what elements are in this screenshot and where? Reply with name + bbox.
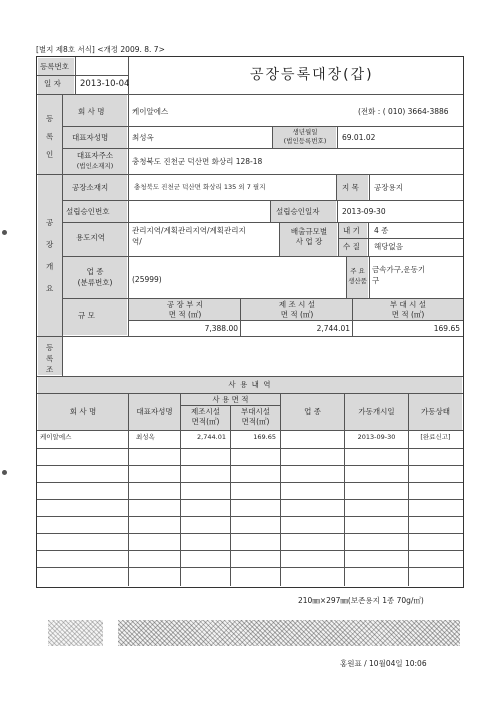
usage-col-company: 회 사 명 [69,407,97,416]
reg-no-label: 등록번호 [40,62,69,71]
usage-row-rep: 최성옥 [136,433,155,441]
usage-col-start: 가동개시일 [358,407,395,416]
approval-no-label: 설립승인번호 [66,207,110,216]
zone-value-cont: 역/ [132,237,142,246]
product-value: 금속가구,운동기 [372,265,426,274]
factory-loc-label: 공장소재지 [72,183,109,192]
rep-label: 대표자성명 [72,133,109,142]
land-value: 공장용지 [374,183,403,192]
addr-label-sub: (법인소재지) [76,162,114,170]
usage-col-industry: 업 종 [304,407,321,416]
site-area-label: 공 장 부 지 [166,300,204,309]
ventilation-label: 내 기 [343,226,360,235]
date-value: 2013-10-04 [80,79,130,89]
industry-label-sub: (분류번호) [77,278,113,287]
redacted-barcode [118,620,460,646]
emission-label-sub: 사 업 장 [295,237,323,246]
factory-loc-value: 충청북도 진천군 덕산면 화상리 135 외 7 필지 [134,183,266,191]
usage-row-status: [완료신고] [420,433,451,441]
birth-label: 생년월일 [292,128,318,136]
usage-row-mfg: 2,744.01 [197,433,226,441]
date-label: 일 자 [44,79,61,88]
product-label: 주 요 [350,267,365,275]
usage-col-mfg-unit: 면적(㎡) [191,417,220,426]
product-label-sub: 생산품 [348,277,367,285]
usage-col-aux-unit: 면적(㎡) [241,417,270,426]
usage-col-aux: 부대시설 [241,407,270,416]
industry-label: 업 종 [86,267,104,276]
usage-col-status: 가동상태 [421,407,450,416]
usage-title: 사 용 내 역 [228,380,272,389]
water-label: 수 질 [343,242,360,251]
birth-value: 69.01.02 [342,133,376,142]
form-code: [별지 제8호 서식] <개정 2009. 8. 7> [36,45,165,54]
redacted-stamp [48,620,103,646]
emission-label: 배출규모별 [290,227,328,236]
punch-hole-icon [2,470,7,475]
rep-value: 최성옥 [132,133,154,142]
ventilation-value: 4 종 [374,226,389,235]
paper-note: 210㎜×297㎜(보존용지 1종 70g/㎡) [298,596,424,605]
mfg-area-label: 제 조 시 설 [278,300,316,309]
land-label: 지 목 [342,183,359,192]
usage-row-start: 2013-09-30 [357,433,396,441]
punch-hole-icon [2,230,7,235]
usage-row-aux: 169.65 [253,433,276,441]
company-label: 회 사 명 [78,107,105,116]
zone-value: 관리지역/계획관리지역/계획관리지 [132,226,246,235]
usage-col-rep: 대표자성명 [136,407,173,416]
addr-value: 충청북도 진천군 덕산면 화상리 128-18 [132,157,263,166]
company-value: 케이알에스 [132,107,169,116]
mfg-area-label-sub: 면 적 (㎡) [280,310,314,319]
zone-label: 용도지역 [76,233,105,242]
water-value: 해당없음 [374,242,403,251]
birth-label-sub: (법인등록번호) [283,137,327,145]
factory-labels-bg [63,175,127,335]
approval-date-label: 설립승인일자 [276,207,320,216]
addr-label: 대표자주소 [76,151,114,160]
factory-section-label: 공 장 개 요 [46,218,54,293]
aux-area-label: 부 대 시 설 [389,300,427,309]
usage-col-mfg: 제조시설 [191,407,220,416]
site-area-value: 7,388.00 [204,324,238,333]
site-area-label-sub: 면 적 (㎡) [168,310,202,319]
industry-value: (25999) [132,275,162,284]
usage-row-company: 케이알에스 [40,433,72,441]
mfg-area-value: 2,744.01 [316,324,350,333]
product-value-cont: 구 [372,276,380,285]
reg-condition-label: 등록조 [46,343,54,374]
aux-area-label-sub: 면 적 (㎡) [391,310,425,319]
registrant-section-label: 등 록 인 [46,114,54,159]
usage-col-area-group: 사 용 면 적 [212,395,249,404]
phone-value: (전화 : ( 010) 3664-3886 [358,107,449,116]
aux-area-value: 169.65 [433,324,460,333]
approval-date-value: 2013-09-30 [342,207,386,216]
scale-label: 규 모 [78,311,95,320]
footer-note: 홍원표 / 10월04일 10:06 [340,659,427,668]
doc-title: 공장등록대장(갑) [250,67,374,83]
